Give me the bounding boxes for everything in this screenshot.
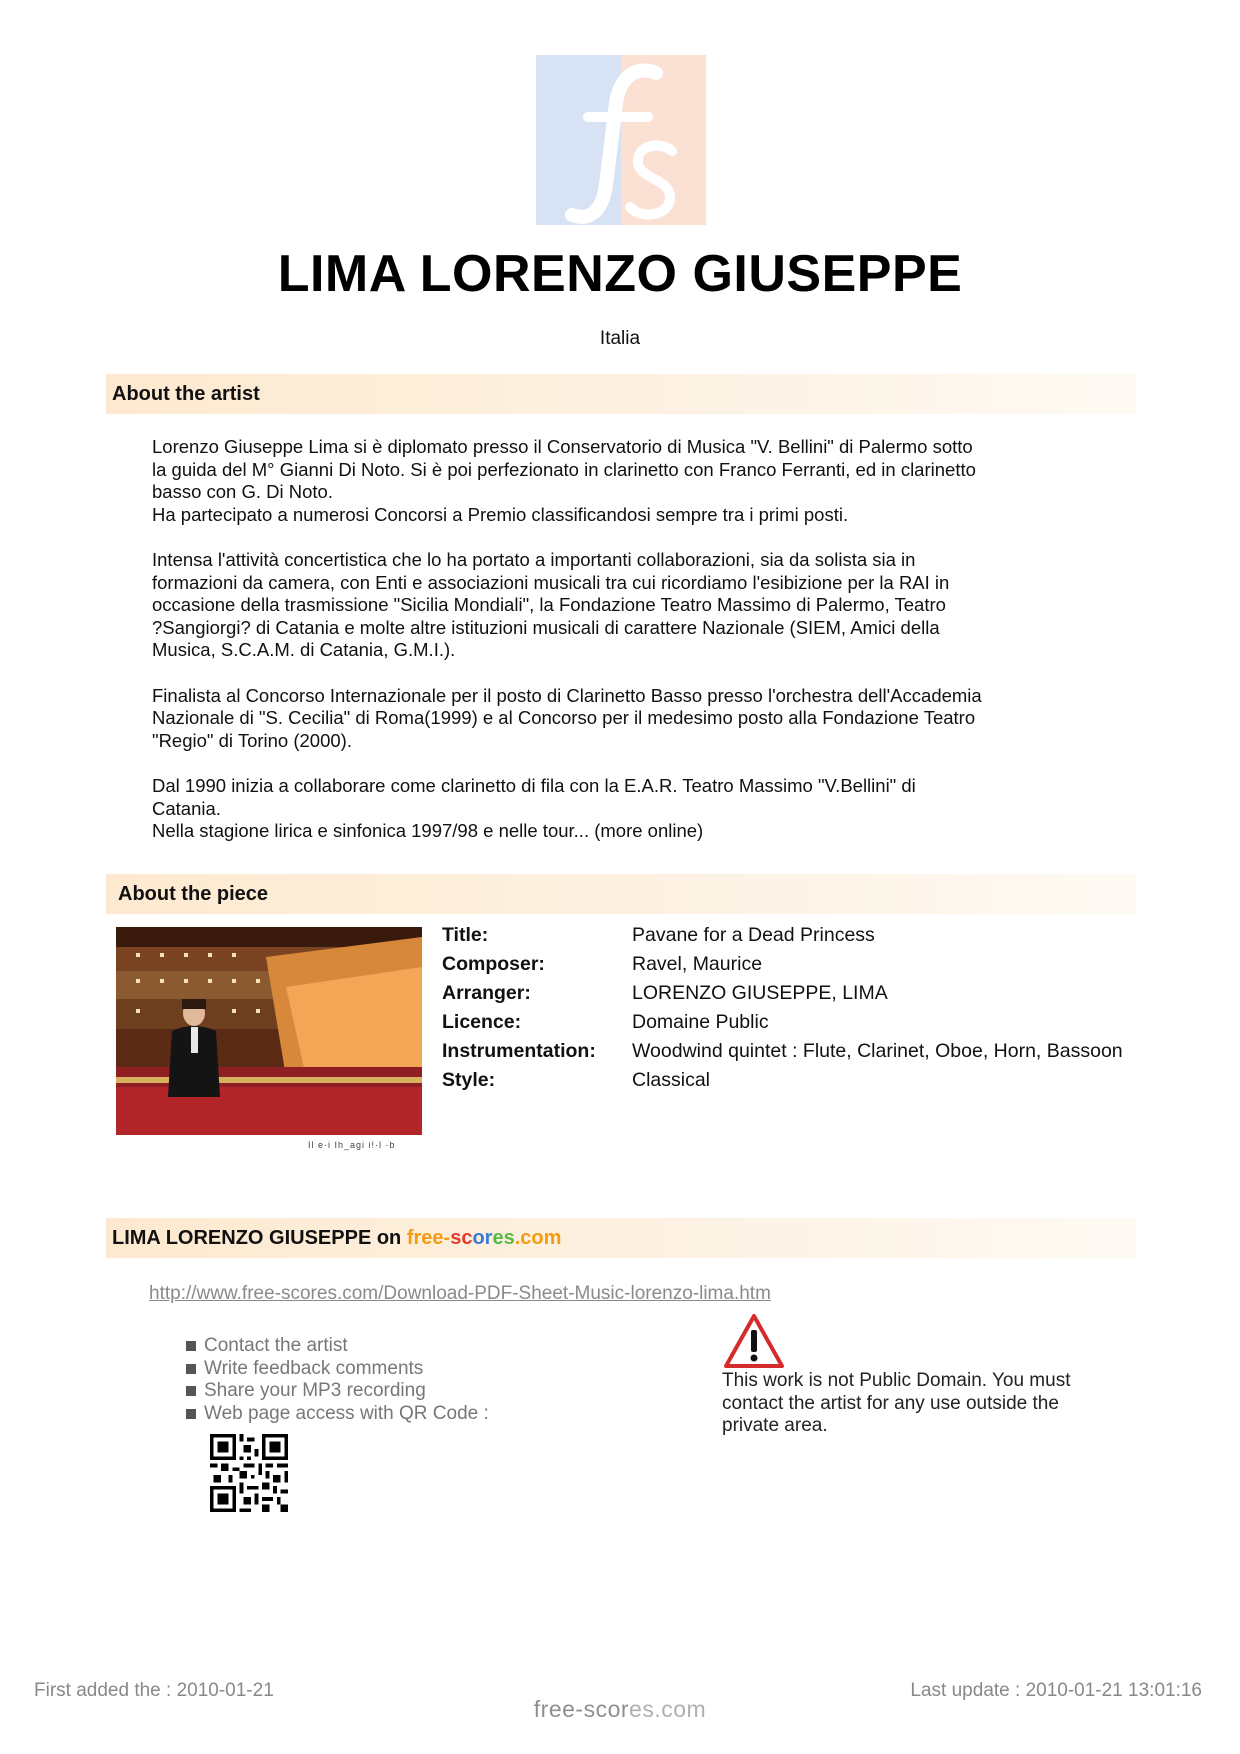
info-value: Pavane for a Dead Princess (632, 924, 875, 946)
brand-free: free (406, 1227, 444, 1249)
site-heading-prefix: LIMA LORENZO GIUSEPPE on (112, 1227, 407, 1249)
info-row-instrumentation (442, 1037, 1123, 1066)
bio-paragraph: Dal 1990 inizia a collaborare come clarinetto di fila con la E.A.R. Teatro Massimo "V.Bellini" di Catania. Nella stagione lirica e sinfonica 1997/98 e nelle tour... (more online) (152, 774, 916, 842)
info-value: LORENZO GIUSEPPE, LIMA (632, 982, 888, 1004)
info-label: Licence: (442, 1011, 522, 1033)
artist-page-link[interactable]: http://www.free-scores.com/Download-PDF-Sheet-Music-lorenzo-lima.htm (149, 1283, 771, 1304)
artist-photo (116, 927, 422, 1135)
info-value: Domaine Public (632, 1011, 769, 1033)
brand-dash: - (443, 1227, 451, 1249)
bio-paragraph: Finalista al Concorso Internazionale per il posto di Clarinetto Basso presso l'orchestra dell'Accademia Nazionale di "S. Cecilia" di Roma(1999) e al Concorso per il medesimo posto alla Fondazione Teatro "Regio" di Torino (2000). (152, 684, 982, 751)
info-label: Arranger: (442, 982, 531, 1004)
site-section-heading (106, 1218, 1136, 1258)
warning-icon (723, 1313, 785, 1369)
free-scores-logo (536, 55, 706, 225)
artist-actions-list (186, 1335, 489, 1425)
contact-artist-link[interactable] (186, 1335, 489, 1358)
brand-or: or (472, 1227, 493, 1249)
about-piece-heading: About the piece (106, 874, 1136, 914)
feedback-link[interactable] (186, 1358, 489, 1381)
footer-brand-a: free-scor (533, 1696, 630, 1722)
bullet-icon (186, 1409, 196, 1419)
info-value: Classical (632, 1069, 711, 1091)
bullet-icon (186, 1364, 196, 1374)
bullet-icon (186, 1386, 196, 1396)
info-label: Style: (442, 1069, 496, 1091)
artist-country: Italia (599, 328, 641, 349)
footer-brand-b: es.com (629, 1696, 707, 1722)
info-row-arranger (442, 979, 1123, 1008)
info-row-title (442, 921, 1123, 950)
info-row-style (442, 1066, 1123, 1095)
link-label: Share your MP3 recording (204, 1380, 426, 1401)
link-label: Web page access with QR Code : (204, 1402, 489, 1424)
link-label: Contact the artist (204, 1335, 348, 1356)
brand-com: .com (514, 1227, 562, 1249)
bio-paragraph: Lorenzo Giuseppe Lima si è diplomato presso il Conservatorio di Musica "V. Bellini" di Palermo sotto la guida del M° Gianni Di Noto. Si è poi perfezionato in clarinetto con Franco Ferranti, ed in clarinetto basso con G. Di Noto. Ha partecipato a numerosi Concorsi a Premio classificandosi sempre tra i primi posti. (152, 436, 976, 525)
first-added-date: First added the : 2010-01-21 (34, 1680, 274, 1701)
info-row-licence (442, 1008, 1123, 1037)
photo-caption: Il e·i Ih_agi i!·l ·b (308, 1140, 396, 1150)
info-label: Composer: (442, 953, 545, 975)
qr-code-link[interactable] (186, 1403, 489, 1426)
info-value: Woodwind quintet : Flute, Clarinet, Oboe, Horn, Bassoon (632, 1040, 1123, 1062)
share-mp3-link[interactable] (186, 1380, 489, 1403)
about-artist-heading: About the artist (106, 374, 1136, 414)
piece-info-table (442, 921, 1123, 1095)
artist-biography (152, 436, 1092, 865)
info-label: Instrumentation: (442, 1040, 596, 1062)
info-label: Title: (442, 924, 489, 946)
brand-sc: sc (450, 1227, 473, 1249)
qr-code-icon[interactable] (210, 1434, 288, 1512)
brand-es: es (492, 1227, 515, 1249)
licence-warning: This work is not Public Domain. You must contact the artist for any use outside the private area. (722, 1370, 1071, 1436)
info-value: Ravel, Maurice (632, 953, 763, 975)
link-label: Write feedback comments (204, 1357, 424, 1379)
bio-paragraph: Intensa l'attività concertistica che lo ha portato a importanti collaborazioni, sia da solista sia in formazioni da camera, con Enti e associazioni musicali tra cui ricordiamo l'esibizione per la RAI in occasione della trasmissione "Sicilia Mondiali", la Fondazione Teatro Massimo di Palermo, Teatro ?Sangiorgi? di Catania e molte altre istituzioni musicali di carattere Nazionale (SIEM, Amici della Musica, S.C.A.M. di Catania, G.M.I.). (152, 548, 950, 661)
last-update-date: Last update : 2010-01-21 13:01:16 (910, 1680, 1202, 1701)
bullet-icon (186, 1341, 196, 1351)
info-row-composer (442, 950, 1123, 979)
page-title: LIMA LORENZO GIUSEPPE (277, 245, 963, 303)
